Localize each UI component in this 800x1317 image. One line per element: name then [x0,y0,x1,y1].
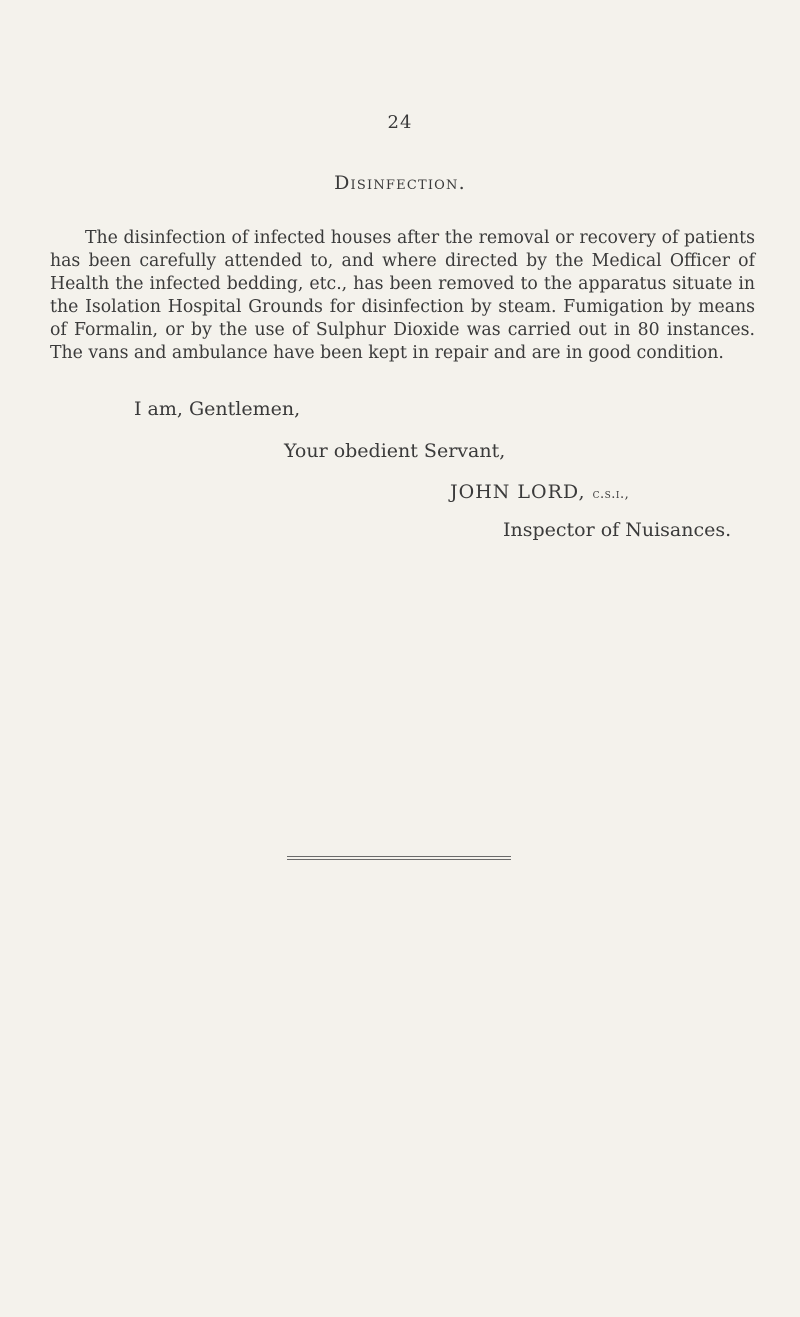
signatory-name-line [450,481,629,503]
section-heading: Disinfection. [334,172,466,194]
closing-phrase: Your obedient Servant, [284,440,506,462]
double-rule-bottom [287,859,511,860]
signatory-name: JOHN LORD, [450,481,586,503]
double-rule-top [287,856,511,857]
body-paragraph: The disinfection of infected houses after the removal or recovery of patients has been carefully attended to, and where directed by the Medical Officer of Health the infected bedding, etc., has been removed to the apparatus situate in the Isolation Hospital Grounds for disinfection by steam. Fumigation by means of Formalin, or by the use of Sulphur Dioxide was carried out in 80 instances. The vans and ambulance have been kept in repair and are in good condition. [50,228,755,364]
signatory-title: Inspector of Nuisances. [503,519,732,541]
signatory-post-nominals: c.s.i., [592,487,630,502]
closing-salutation: I am, Gentlemen, [134,398,301,420]
page-number: 24 [387,112,413,133]
